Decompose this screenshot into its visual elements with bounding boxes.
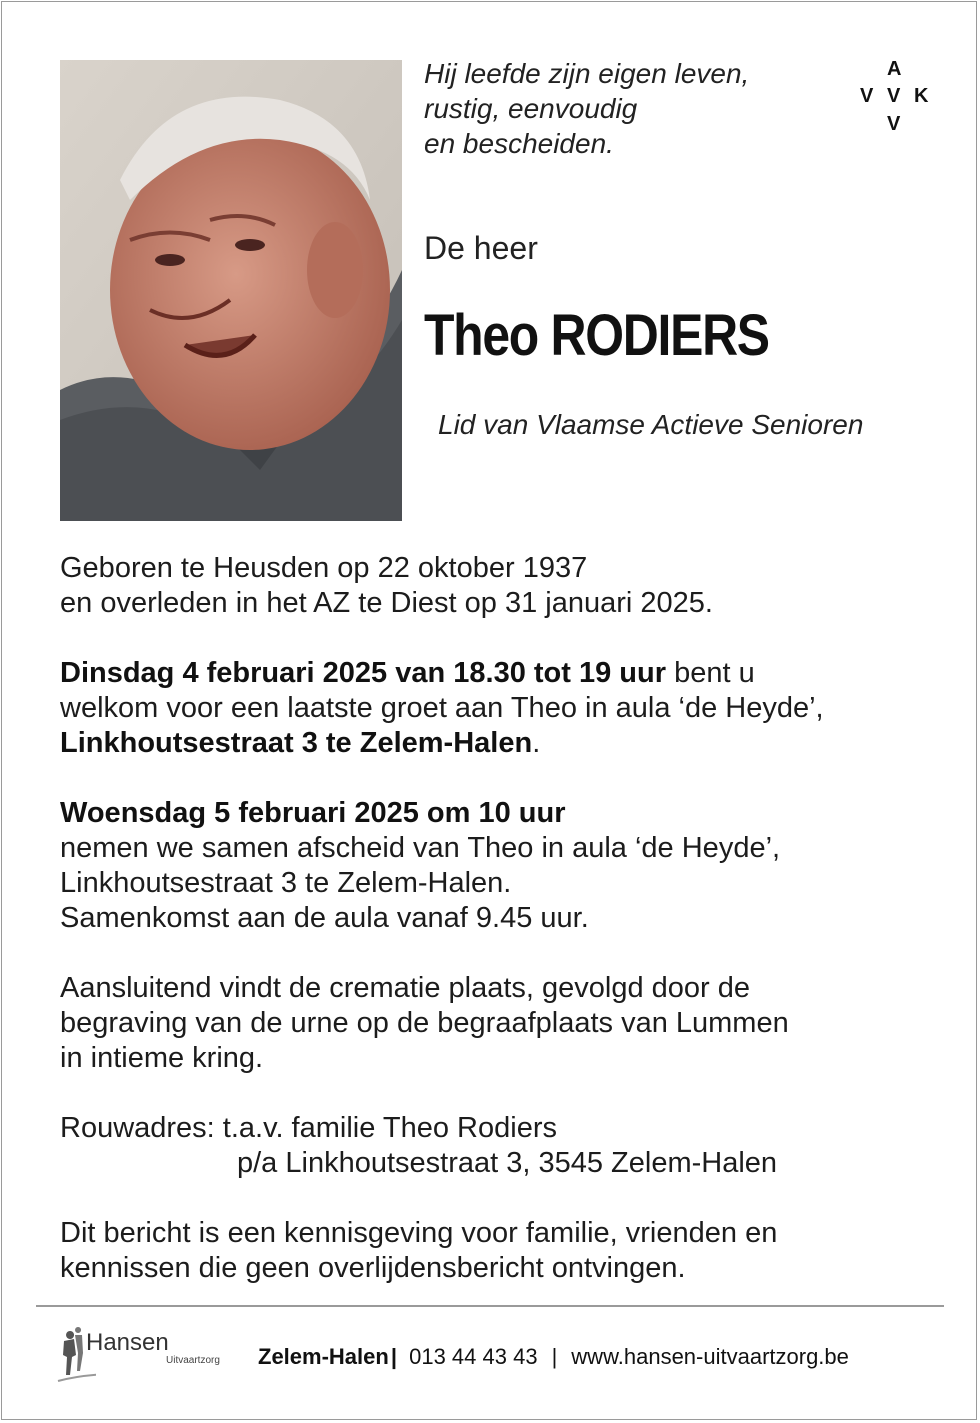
logo-letter: V: [860, 85, 874, 107]
footer-location: Zelem-Halen: [258, 1344, 389, 1369]
text-line: Samenkomst aan de aula vanaf 9.45 uur.: [60, 902, 589, 934]
birth-paragraph: [60, 551, 940, 621]
hansen-logo: [56, 1325, 246, 1387]
logo-letter: V: [887, 113, 901, 135]
text-line: Dit bericht is een kennisgeving voor familie, vrienden en: [60, 1217, 778, 1249]
farewell-date: Woensdag 5 februari 2025 om 10 uur: [60, 797, 566, 829]
viewing-address: Linkhoutsestraat 3 te Zelem-Halen: [60, 727, 533, 759]
vvk-logo: [858, 58, 932, 138]
footer-contact: Zelem-Halen| 013 44 43 43 | www.hansen-uitvaartzorg.be: [258, 1344, 849, 1369]
text-line: Aansluitend vindt de crematie plaats, gevolgd door de: [60, 972, 750, 1004]
quote: [424, 56, 749, 161]
text-line: in intieme kring.: [60, 1042, 264, 1074]
farewell-paragraph: [60, 796, 940, 936]
viewing-date: Dinsdag 4 februari 2025 van 18.30 tot 19 uur: [60, 657, 667, 689]
logo-letter: A: [887, 58, 902, 80]
cremation-paragraph: [60, 971, 940, 1076]
footer-divider: [36, 1305, 944, 1307]
deceased-name: Theo RODIERS: [424, 303, 769, 368]
quote-line: Hij leefde zijn eigen leven,: [424, 58, 750, 89]
salutation: De heer: [424, 230, 538, 266]
logo-letter: V: [887, 85, 901, 107]
text-line: kennissen die geen overlijdensbericht ontvingen.: [60, 1252, 686, 1284]
text-line: begraving van de urne op de begraafplaats van Lummen: [60, 1007, 789, 1039]
text-line: Rouwadres: t.a.v. familie Theo Rodiers: [60, 1112, 557, 1144]
viewing-paragraph: [60, 656, 940, 761]
text-line: Linkhoutsestraat 3 te Zelem-Halen.: [60, 867, 512, 899]
text-line: welkom voor een laatste groet aan Theo in aula ‘de Heyde’,: [60, 692, 824, 724]
footer-website[interactable]: www.hansen-uitvaartzorg.be: [571, 1344, 849, 1369]
brand-subtitle: Uitvaartzorg: [166, 1355, 220, 1366]
brand-name: Hansen: [86, 1329, 169, 1356]
address-paragraph: [60, 1111, 940, 1181]
text-line: nemen we samen afscheid van Theo in aula ‘de Heyde’,: [60, 832, 781, 864]
text-line: p/a Linkhoutsestraat 3, 3545 Zelem-Halen: [237, 1147, 778, 1179]
portrait-photo: [60, 60, 402, 521]
text-line: Geboren te Heusden op 22 oktober 1937: [60, 552, 588, 584]
quote-line: en bescheiden.: [424, 128, 614, 159]
text-line: en overleden in het AZ te Diest op 31 januari 2025.: [60, 587, 713, 619]
text-fragment: .: [532, 727, 541, 759]
footer-phone[interactable]: 013 44 43 43: [409, 1344, 538, 1369]
logo-letter: K: [914, 85, 929, 107]
membership: Lid van Vlaamse Actieve Senioren: [438, 409, 864, 440]
notice-body: [60, 551, 940, 1321]
notice-paragraph: [60, 1216, 940, 1286]
quote-line: rustig, eenvoudig: [424, 93, 638, 124]
text-fragment: bent u: [666, 657, 755, 689]
